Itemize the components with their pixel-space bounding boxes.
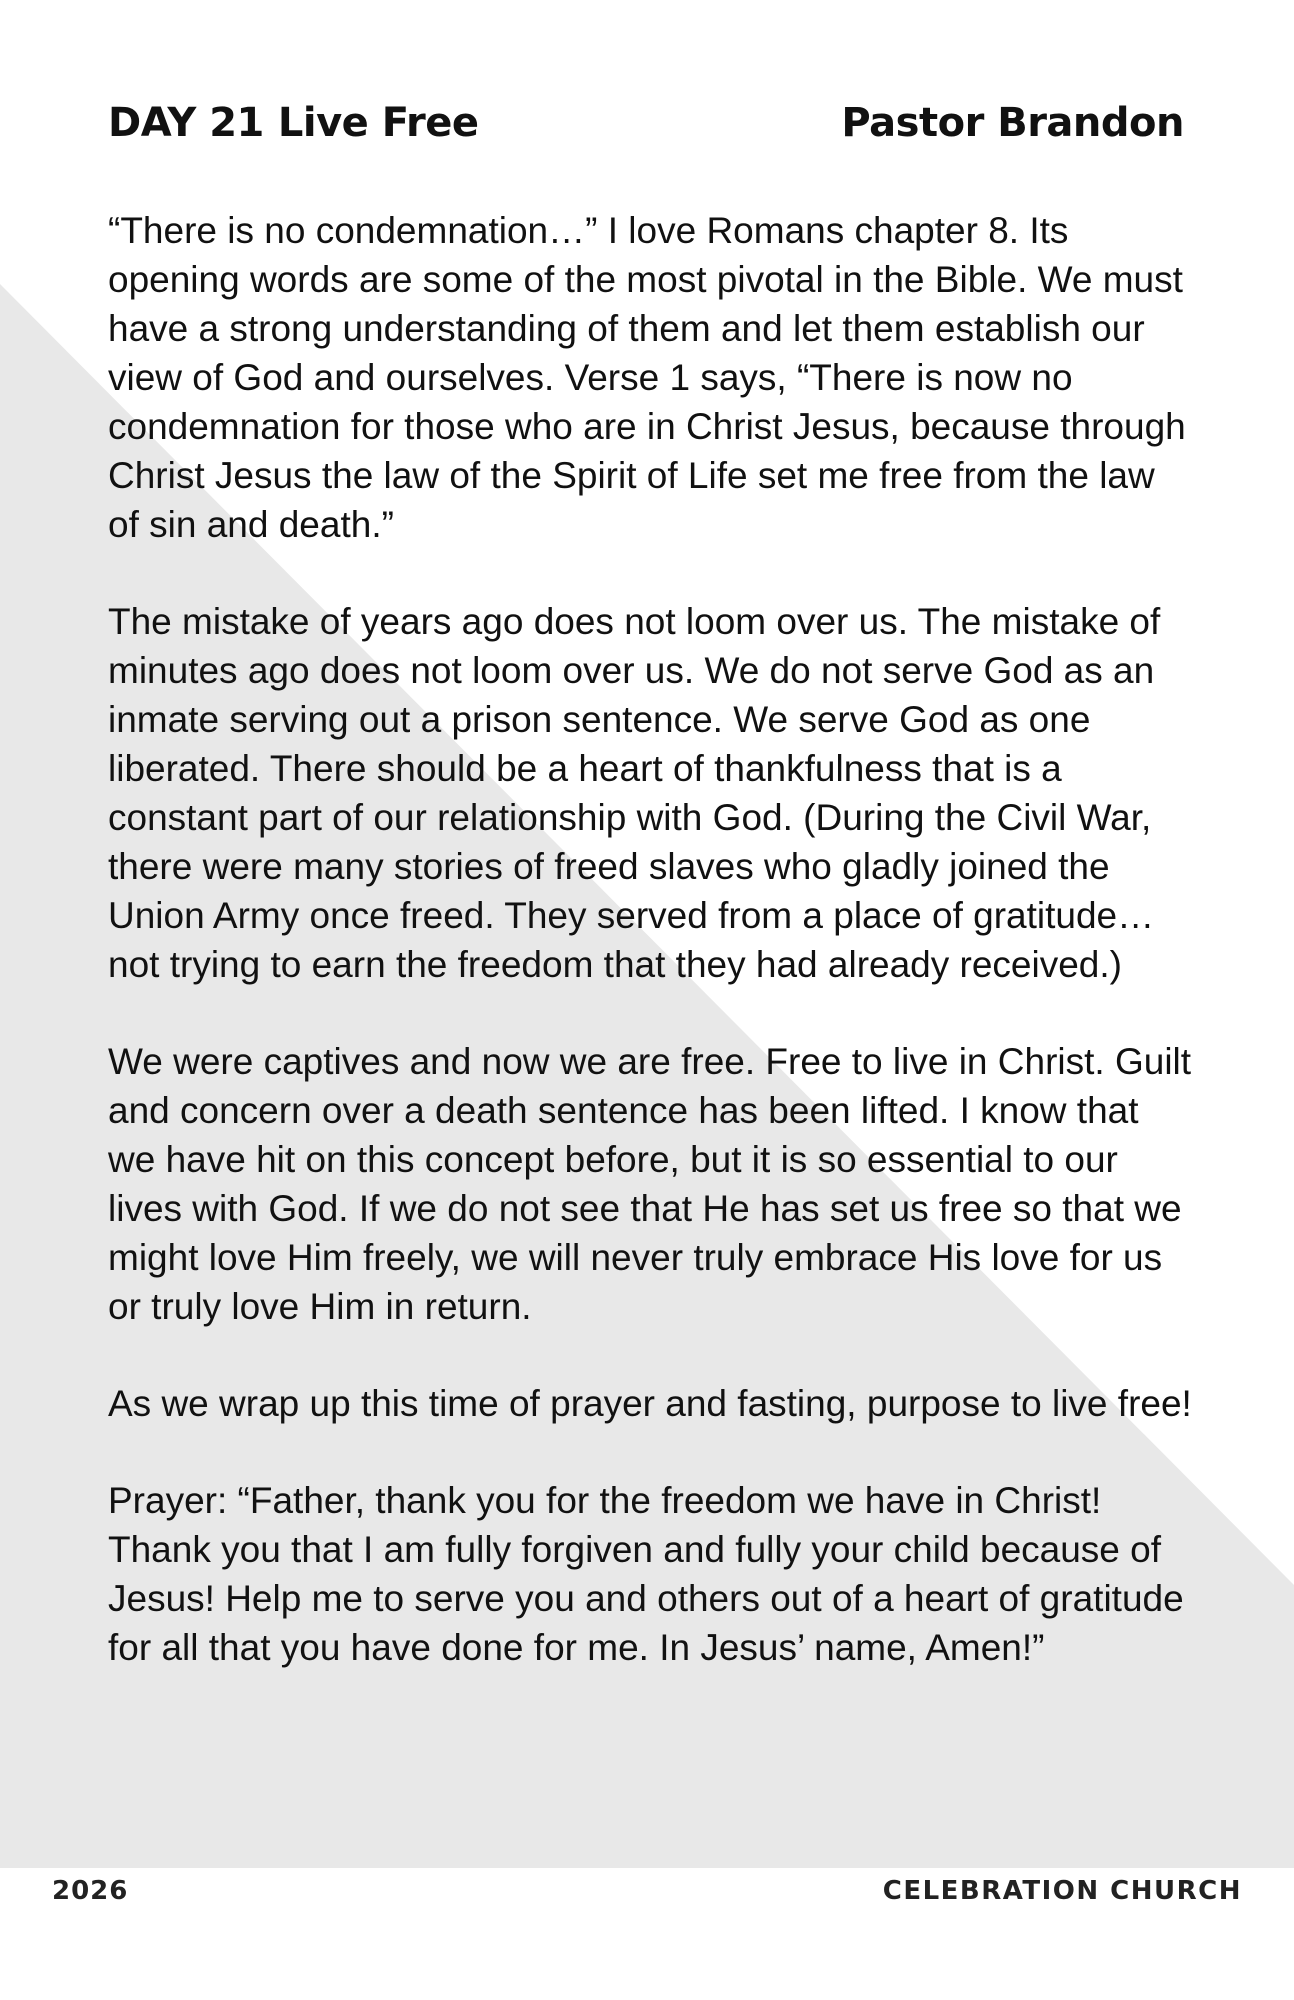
page-header [108,100,1184,160]
footer-year: 2026 [52,1876,129,1906]
author-name: Pastor Brandon [841,100,1184,146]
paragraph-prayer: Prayer: “Father, thank you for the freedom we have in Christ! Thank you that I am fully forgiven and fully your child because of Jesus! Help me to serve you and others out of a heart of gratitude for all that you have done for me. In Jesus’ name, Amen!” [108,1480,1184,1668]
footer-church-name: CELEBRATION CHURCH [882,1876,1242,1906]
paragraph-wrap-up: As we wrap up this time of prayer and fasting, purpose to live free! [108,1383,1192,1424]
devotional-title: Live Free [277,100,479,146]
devotional-body [108,206,1193,1720]
page-footer [0,1868,1294,2000]
day-number: DAY 21 [108,100,264,146]
paragraph-captives: We were captives and now we are free. Free to live in Christ. Guilt and concern over a death sentence has been lifted. I know that we have hit on this concept before, but it is so essential to our lives with God. If we do not see that He has set us free so that we might love Him freely, we will never truly embrace His love for us or truly love Him in return. [108,1041,1192,1327]
paragraph-mistake: The mistake of years ago does not loom over us. The mistake of minutes ago does not loom over us. We do not serve God as an inmate serving out a prison sentence. We serve God as one liberated. There should be a heart of thankfulness that is a constant part of our relationship with God. (During the Civil War, there were many stories of freed slaves who gladly joined the Union Army once freed. They served from a place of gratitude… not trying to earn the freedom that they had already received.) [108,601,1161,985]
day-title [108,100,478,146]
paragraph-intro: “There is no condemnation…” I love Romans chapter 8. Its opening words are some of the most pivotal in the Bible. We must have a strong understanding of them and let them establish our view of God and ourselves. Verse 1 says, “There is now no condemnation for those who are in Christ Jesus, because through Christ Jesus the law of the Spirit of Life set me free from the law of sin and death.” [108,210,1186,545]
